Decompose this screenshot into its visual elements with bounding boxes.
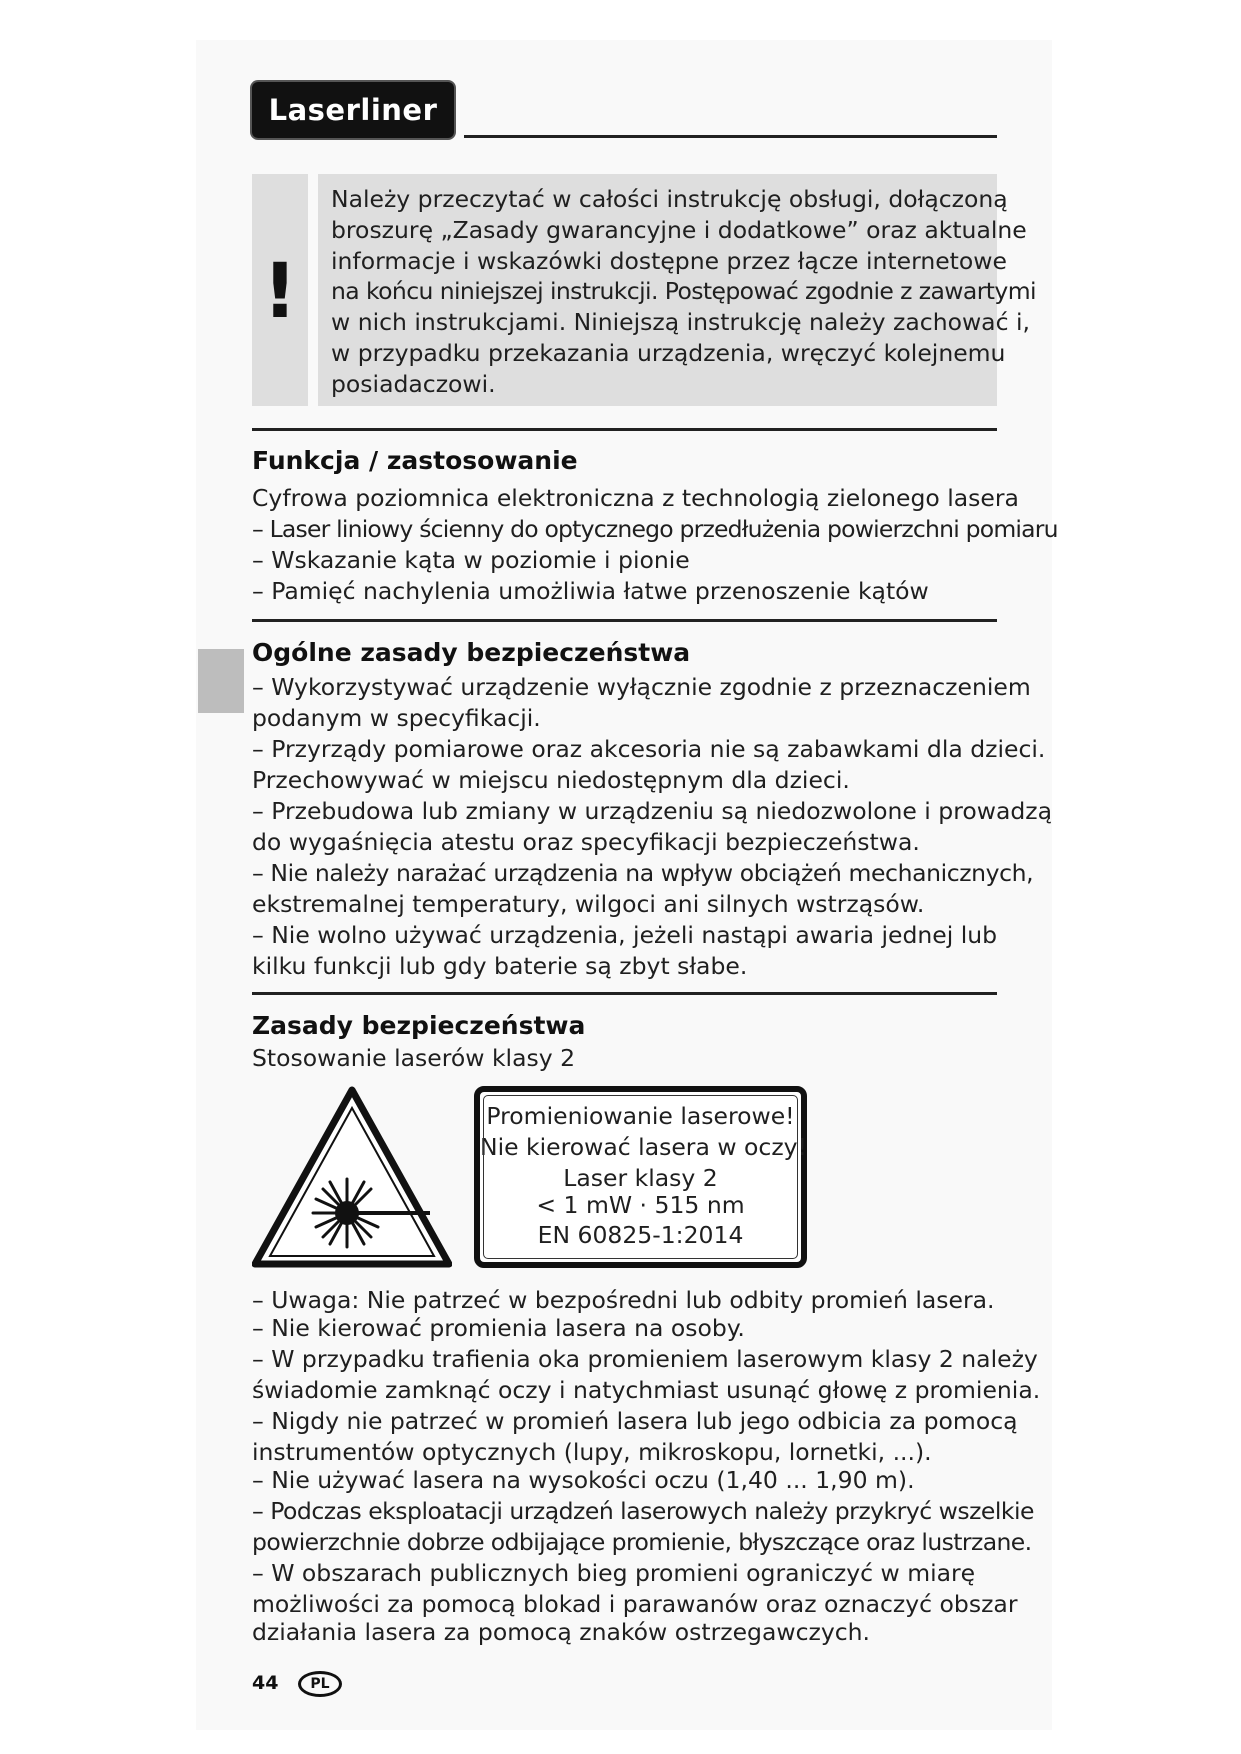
safety-line: – Przebudowa lub zmiany w urządzeniu są niedozwolone i prowadzą [252,797,1053,825]
laser-safety-line: działania lasera za pomocą znaków ostrzegawczych. [252,1618,871,1646]
function-heading: Funkcja / zastosowanie [252,446,578,475]
laser-safety-line: świadomie zamknąć oczy i natychmiast usunąć głowę z promienia. [252,1376,1041,1404]
notice-line: informacje i wskazówki dostępne przez łącze internetowe [331,246,1007,275]
laser-warning-icon [252,1086,452,1268]
laser-safety-line: – Podczas eksploatacji urządzeń laserowych należy przykryć wszelkie [252,1497,1035,1525]
safety-line: – Przyrządy pomiarowe oraz akcesoria nie są zabawkami dla dzieci. [252,735,1046,763]
laser-safety-line: powierzchnie dobrze odbijające promienie, błyszczące oraz lustrzane. [252,1528,1032,1556]
safety-line: – Wykorzystywać urządzenie wyłącznie zgodnie z przeznaczeniem [252,673,1031,701]
laser-safety-line: – Uwaga: Nie patrzeć w bezpośredni lub odbity promień lasera. [252,1286,995,1314]
header-rule [464,135,997,138]
warning-label-line: Nie kierować lasera w oczy! [480,1133,807,1161]
function-item: – Pamięć nachylenia umożliwia łatwe przenoszenie kątów [252,577,929,605]
laser-safety-line: – Nigdy nie patrzeć w promień lasera lub jego odbicia za pomocą [252,1407,1018,1435]
notice-line: posiadaczowi. [331,369,496,398]
laser-safety-line: – Nie kierować promienia lasera na osoby. [252,1314,745,1342]
laser-safety-heading: Zasady bezpieczeństwa [252,1011,586,1040]
exclamation-icon: ! [252,174,308,406]
laser-safety-line: możliwości za pomocą blokad i parawanów oraz oznaczyć obszar [252,1590,1018,1618]
section-divider [252,428,997,431]
laser-safety-line: instrumentów optycznych (lupy, mikroskopu, lornetki, ...). [252,1438,932,1466]
safety-line: – Nie wolno używać urządzenia, jeżeli nastąpi awaria jednej lub [252,921,998,949]
laser-class-subheading: Stosowanie laserów klasy 2 [252,1044,576,1072]
function-item: – Wskazanie kąta w poziomie i pionie [252,546,690,574]
safety-line: podanym w specyfikacji. [252,704,541,732]
page-number: 44 [252,1672,279,1694]
brand-logo: Laserliner [252,82,454,138]
chapter-tab-marker [198,649,244,713]
general-safety-heading: Ogólne zasady bezpieczeństwa [252,638,691,667]
safety-line: ekstremalnej temperatury, wilgoci ani silnych wstrząsów. [252,890,925,918]
laser-warning-label [474,1086,807,1268]
safety-line: – Nie należy narażać urządzenia na wpływ obciążeń mechanicznych, [252,859,1034,887]
notice-line: w przypadku przekazania urządzenia, wręczyć kolejnemu [331,338,1006,367]
warning-label-line: Laser klasy 2 [563,1164,718,1192]
safety-line: do wygaśnięcia atestu oraz specyfikacji bezpieczeństwa. [252,828,920,856]
notice-line: na końcu niniejszej instrukcji. Postępować zgodnie z zawartymi [331,277,1036,306]
language-badge: PL [298,1671,342,1697]
notice-box [318,174,1036,406]
section-divider [252,992,997,995]
laser-safety-line: – W obszarach publicznych bieg promieni ograniczyć w miarę [252,1559,976,1587]
laser-safety-line: – W przypadku trafienia oka promieniem laserowym klasy 2 należy [252,1345,1038,1373]
laser-safety-line: – Nie używać lasera na wysokości oczu (1,40 ... 1,90 m). [252,1466,915,1494]
warning-label-line: < 1 mW · 515 nm [536,1191,745,1219]
safety-line: kilku funkcji lub gdy baterie są zbyt słabe. [252,952,748,980]
section-divider [252,619,997,622]
warning-label-line: EN 60825-1:2014 [537,1221,744,1249]
function-intro: Cyfrowa poziomnica elektroniczna z technologią zielonego lasera [252,484,1019,512]
notice-line: w nich instrukcjami. Niniejszą instrukcję należy zachować i, [331,308,1030,337]
notice-line: broszurę „Zasady gwarancyjne i dodatkowe” oraz aktualne [331,215,1027,244]
notice-line: Należy przeczytać w całości instrukcję obsługi, dołączoną [331,185,1008,213]
safety-line: Przechowywać w miejscu niedostępnym dla dzieci. [252,766,850,794]
function-item: – Laser liniowy ścienny do optycznego przedłużenia powierzchni pomiaru [252,515,1058,543]
warning-label-line: Promieniowanie laserowe! [486,1102,795,1130]
